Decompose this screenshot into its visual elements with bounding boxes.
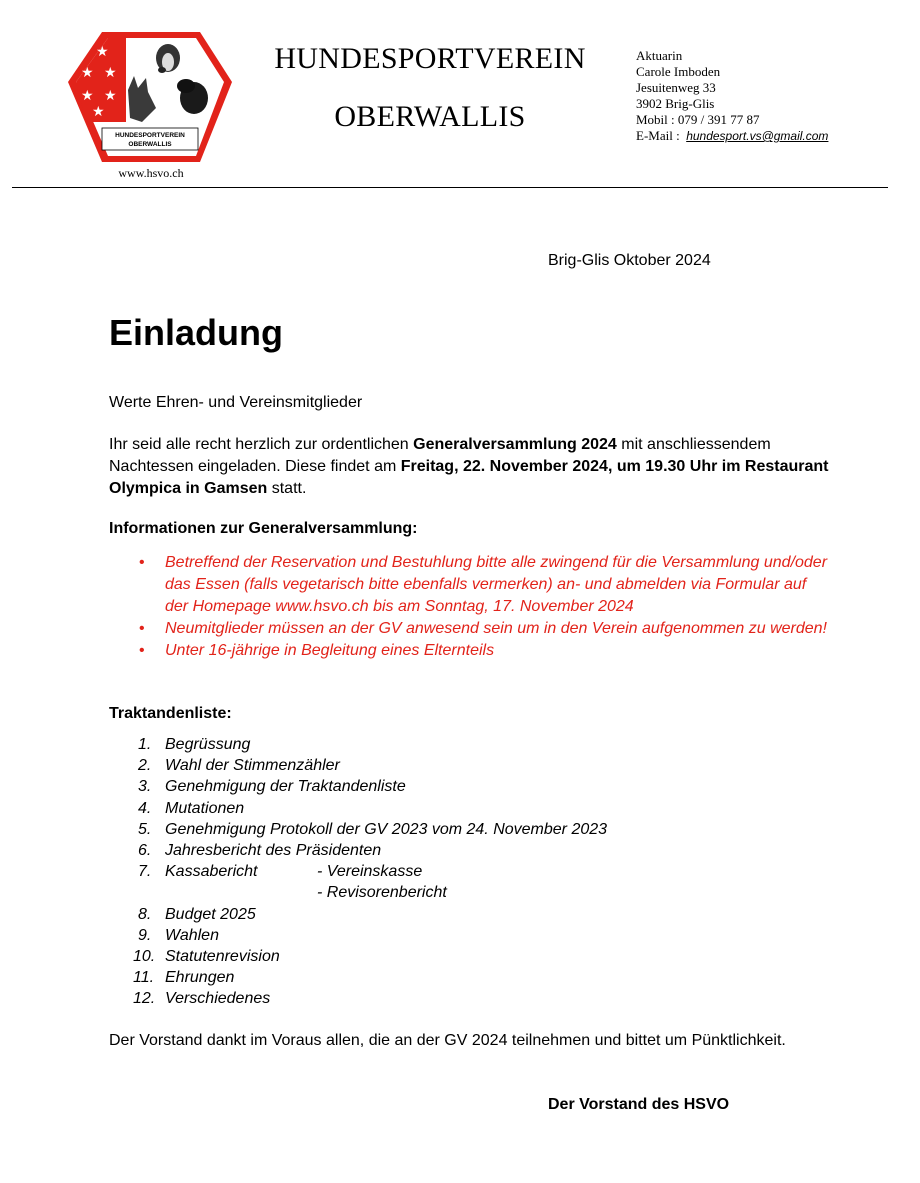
agenda-number: 8. bbox=[138, 905, 152, 923]
agenda-text: Verschiedenes bbox=[165, 990, 271, 1008]
contact-mobile: Mobil : 079 / 391 77 87 bbox=[636, 112, 760, 127]
agenda-subitems bbox=[317, 861, 447, 903]
agenda-text: Statutenrevision bbox=[165, 948, 280, 966]
agenda-text: Jahresbericht des Präsidenten bbox=[165, 842, 382, 860]
contact-name: Carole Imboden bbox=[636, 64, 721, 79]
org-name-line2: OBERWALLIS bbox=[334, 100, 526, 133]
svg-text:OBERWALLIS: OBERWALLIS bbox=[128, 141, 172, 148]
contact-role: Aktuarin bbox=[636, 48, 683, 63]
agenda-text: Wahlen bbox=[165, 926, 219, 944]
bullet-icon: • bbox=[139, 554, 145, 571]
agenda-subitem: - Vereinskasse bbox=[317, 863, 423, 881]
svg-text:HUNDESPORTVEREIN: HUNDESPORTVEREIN bbox=[115, 132, 185, 139]
agenda-item bbox=[109, 988, 607, 1009]
agenda-item bbox=[109, 734, 607, 755]
intro-bold-1: Generalversammlung 2024 bbox=[413, 436, 617, 453]
signature: Der Vorstand des HSVO bbox=[548, 1096, 730, 1113]
agenda-item bbox=[109, 840, 607, 861]
svg-text:★: ★ bbox=[104, 88, 117, 104]
agenda-number: 3. bbox=[138, 778, 152, 796]
agenda-text: Genehmigung der Traktandenliste bbox=[165, 778, 406, 796]
club-logo bbox=[66, 30, 234, 164]
agenda-item bbox=[109, 967, 607, 988]
info-item-text: Neumitglieder müssen an der GV anwesend sein um in den Verein aufgenommen zu werden! bbox=[165, 620, 827, 637]
email-link[interactable]: hundesport.vs@gmail.com bbox=[686, 129, 829, 143]
agenda-item bbox=[109, 925, 607, 946]
agenda-number: 2. bbox=[138, 757, 152, 775]
svg-text:★: ★ bbox=[96, 44, 109, 60]
contact-email-row bbox=[636, 128, 828, 144]
intro-paragraph bbox=[109, 434, 829, 500]
org-name-line1: HUNDESPORTVEREIN bbox=[274, 42, 586, 75]
agenda-item bbox=[109, 776, 607, 797]
info-list bbox=[109, 552, 829, 662]
info-heading: Informationen zur Generalversammlung: bbox=[109, 520, 418, 537]
agenda-number: 1. bbox=[138, 736, 152, 753]
svg-text:★: ★ bbox=[81, 88, 94, 104]
agenda-number: 7. bbox=[138, 863, 152, 881]
agenda-number: 11. bbox=[133, 969, 155, 987]
contact-block bbox=[636, 48, 828, 144]
svg-text:★: ★ bbox=[81, 65, 94, 81]
intro-text-1: Ihr seid alle recht herzlich zur ordentlichen bbox=[109, 436, 414, 453]
agenda-number: 9. bbox=[138, 926, 152, 944]
svg-text:★: ★ bbox=[104, 65, 117, 81]
closing-sentence: Der Vorstand dankt im Voraus allen, die an der GV 2024 teilnehmen und bittet um Pünktlichkeit. bbox=[109, 1032, 786, 1049]
agenda-text: Budget 2025 bbox=[165, 905, 256, 923]
agenda-text: Begrüssung bbox=[165, 736, 251, 753]
contact-street: Jesuitenweg 33 bbox=[636, 80, 716, 95]
header-divider bbox=[12, 187, 888, 188]
agenda-list bbox=[109, 734, 607, 1010]
info-item bbox=[109, 552, 829, 618]
agenda-item bbox=[109, 819, 607, 840]
email-label: E-Mail : bbox=[636, 128, 680, 143]
agenda-text: Ehrungen bbox=[165, 969, 235, 987]
intro-bold-2: Freitag, 22. November 2024, um 19.30 Uhr im Restaurant Olympica in Gamsen bbox=[109, 458, 829, 497]
agenda-number: 6. bbox=[138, 842, 152, 860]
website-text: www.hsvo.ch bbox=[118, 166, 184, 180]
info-item-text: Betreffend der Reservation und Bestuhlung bitte alle zwingend für die Versammlung und/oder das Essen (falls vegetarisch bitte ebenfalls vermerken) an- und abmelden via Formular auf der Homepage www.hsvo.ch bis am Sonntag, 17. November 2024 bbox=[165, 554, 828, 615]
agenda-text: Genehmigung Protokoll der GV 2023 vom 24. November 2023 bbox=[165, 820, 608, 838]
agenda-number: 5. bbox=[138, 820, 152, 838]
agenda-heading: Traktandenliste: bbox=[109, 705, 232, 722]
bullet-icon: • bbox=[139, 620, 145, 637]
intro-text-3: statt. bbox=[267, 480, 307, 497]
agenda-number: 4. bbox=[138, 799, 152, 817]
agenda-text: Kassabericht bbox=[165, 863, 258, 881]
intro-text-2: mit anschliessendem Nachtessen eingeladen. Diese findet am bbox=[109, 436, 771, 475]
agenda-item bbox=[109, 755, 607, 776]
svg-text:★: ★ bbox=[92, 104, 105, 120]
agenda-item bbox=[109, 798, 607, 819]
info-item bbox=[109, 618, 829, 640]
letter-date: Brig-Glis Oktober 2024 bbox=[548, 252, 711, 269]
contact-city: 3902 Brig-Glis bbox=[636, 96, 715, 111]
agenda-item bbox=[109, 946, 607, 967]
info-item bbox=[109, 640, 829, 662]
bullet-icon: • bbox=[139, 642, 145, 659]
agenda-item bbox=[109, 861, 607, 903]
agenda-text: Mutationen bbox=[165, 799, 245, 817]
agenda-item bbox=[109, 904, 607, 925]
salutation: Werte Ehren- und Vereinsmitglieder bbox=[109, 394, 363, 411]
agenda-number: 10. bbox=[133, 948, 156, 966]
agenda-text: Wahl der Stimmenzähler bbox=[165, 757, 340, 775]
info-item-text: Unter 16-jährige in Begleitung eines Elternteils bbox=[165, 642, 495, 659]
agenda-number: 12. bbox=[133, 990, 156, 1008]
letter-title: Einladung bbox=[109, 312, 283, 353]
agenda-subitem: - Revisorenbericht bbox=[317, 884, 447, 902]
